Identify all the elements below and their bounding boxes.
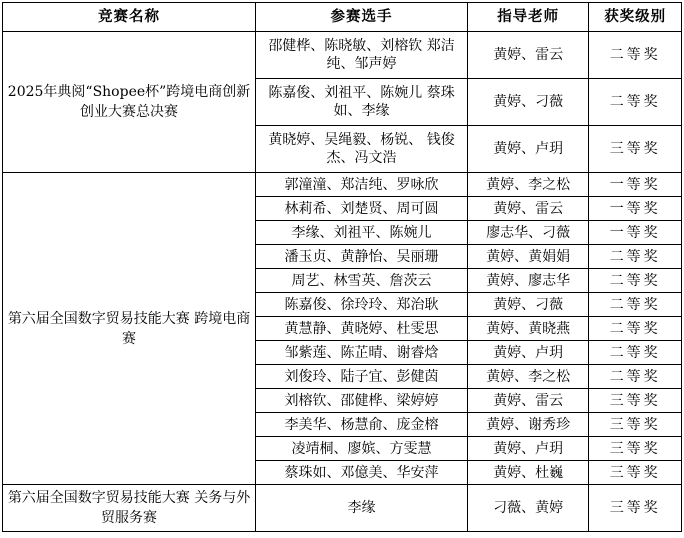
award-cell: 三等奖 [589, 461, 682, 485]
award-cell: 一等奖 [589, 197, 682, 221]
players-cell: 刘榕钦、邵健桦、梁婷婷 [256, 389, 468, 413]
teachers-cell: 黄婷、黄晓燕 [468, 317, 589, 341]
award-cell: 二等奖 [589, 32, 682, 79]
award-cell: 一等奖 [589, 173, 682, 197]
teachers-cell: 黄婷、卢玥 [468, 341, 589, 365]
competition-name: 第六届全国数字贸易技能大赛 跨境电商赛 [3, 173, 256, 485]
teachers-cell: 廖志华、刁薇 [468, 221, 589, 245]
teachers-cell: 黄婷、刁薇 [468, 293, 589, 317]
teachers-cell: 黄婷、卢玥 [468, 126, 589, 173]
header-competition: 竞赛名称 [3, 3, 256, 32]
award-cell: 三等奖 [589, 126, 682, 173]
teachers-cell: 黄婷、廖志华 [468, 269, 589, 293]
competition-name: 2025年典阅“Shopee杯”跨境电商创新创业大赛总决赛 [3, 32, 256, 173]
award-cell: 二等奖 [589, 269, 682, 293]
players-cell: 李美华、杨慧俞、庞金榕 [256, 413, 468, 437]
players-cell: 周艺、林雪英、詹茨云 [256, 269, 468, 293]
players-cell: 邵健桦、陈晓敏、刘榕钦 郑洁纯、邹声婷 [256, 32, 468, 79]
players-cell: 林莉希、刘楚贤、周可圆 [256, 197, 468, 221]
award-cell: 一等奖 [589, 221, 682, 245]
players-cell: 陈嘉俊、徐玲玲、郑治耿 [256, 293, 468, 317]
teachers-cell: 黄婷、杜巍 [468, 461, 589, 485]
table-row [3, 32, 682, 79]
players-cell: 邹紫莲、陈芷晴、谢睿焓 [256, 341, 468, 365]
table-row [3, 485, 682, 532]
table-row [3, 173, 682, 197]
players-cell: 郭潼潼、郑洁纯、罗咏欣 [256, 173, 468, 197]
players-cell: 刘俊玲、陆子宜、彭健茵 [256, 365, 468, 389]
players-cell: 凌靖桐、廖嫔、方雯慧 [256, 437, 468, 461]
players-cell: 潘玉贞、黄静怡、吴丽珊 [256, 245, 468, 269]
players-cell: 蔡珠如、邓億美、华安萍 [256, 461, 468, 485]
award-cell: 二等奖 [589, 365, 682, 389]
header-award: 获奖级别 [589, 3, 682, 32]
award-cell: 二等奖 [589, 293, 682, 317]
teachers-cell: 黄婷、李之松 [468, 365, 589, 389]
teachers-cell: 黄婷、卢玥 [468, 437, 589, 461]
awards-table [2, 2, 682, 532]
players-cell: 黄慧静、黄晓婷、杜雯思 [256, 317, 468, 341]
teachers-cell: 黄婷、李之松 [468, 173, 589, 197]
award-cell: 二等奖 [589, 245, 682, 269]
competition-name: 第六届全国数字贸易技能大赛 关务与外贸服务赛 [3, 485, 256, 532]
header-players: 参赛选手 [256, 3, 468, 32]
header-row [3, 3, 682, 32]
teachers-cell: 黄婷、雷云 [468, 389, 589, 413]
players-cell: 陈嘉俊、刘祖平、陈婉儿 蔡珠如、李缘 [256, 79, 468, 126]
teachers-cell: 黄婷、刁薇 [468, 79, 589, 126]
header-teachers: 指导老师 [468, 3, 589, 32]
teachers-cell: 黄婷、黄娟娟 [468, 245, 589, 269]
teachers-cell: 黄婷、雷云 [468, 32, 589, 79]
award-cell: 三等奖 [589, 389, 682, 413]
players-cell: 李缘 [256, 485, 468, 532]
award-cell: 二等奖 [589, 341, 682, 365]
teachers-cell: 刁薇、黄婷 [468, 485, 589, 532]
award-cell: 二等奖 [589, 79, 682, 126]
award-cell: 二等奖 [589, 317, 682, 341]
teachers-cell: 黄婷、雷云 [468, 197, 589, 221]
teachers-cell: 黄婷、谢秀珍 [468, 413, 589, 437]
award-cell: 三等奖 [589, 413, 682, 437]
award-cell: 三等奖 [589, 485, 682, 532]
award-cell: 三等奖 [589, 437, 682, 461]
players-cell: 李缘、刘祖平、陈婉儿 [256, 221, 468, 245]
players-cell: 黄晓婷、吴绳毅、杨锐、 钱俊杰、冯文浩 [256, 126, 468, 173]
